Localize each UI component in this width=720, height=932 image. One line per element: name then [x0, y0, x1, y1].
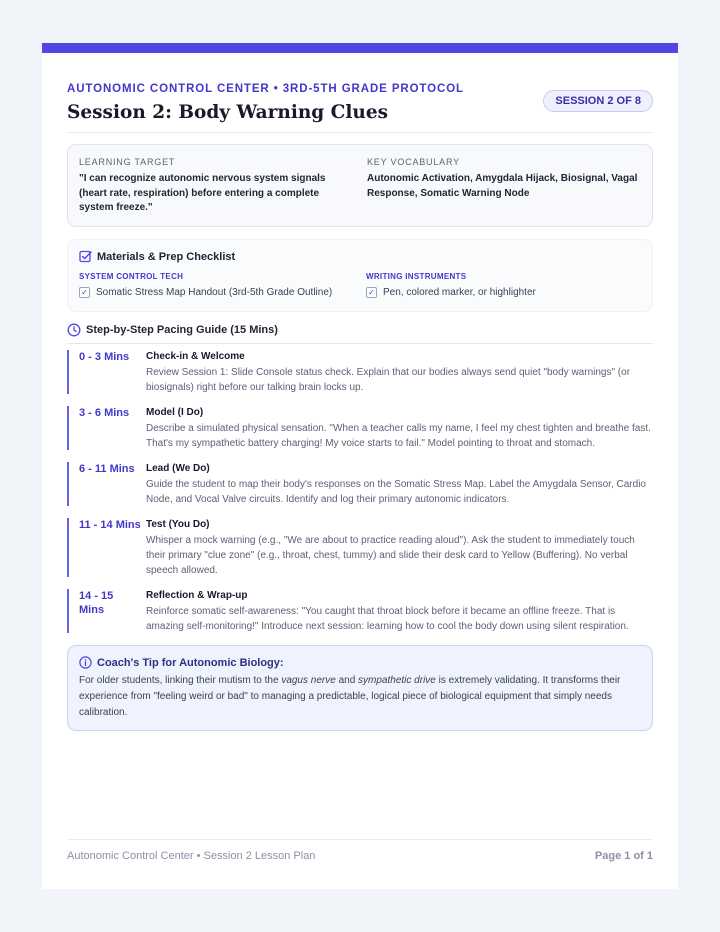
materials-group	[79, 272, 332, 298]
page-title: Session 2: Body Warning Clues	[67, 102, 389, 123]
pacing-header	[67, 323, 278, 337]
pacing-step	[67, 589, 653, 633]
step-time: 11 - 14 Mins	[79, 519, 141, 531]
tip-term-vagus: vagus nerve	[281, 675, 336, 686]
step-description: Guide the student to map their body's responses on the Somatic Stress Map. Label the Amygdala Sensor, Cardio Node, and Vocal Valve circuits. Identify and log their primary autonomic indicators.	[146, 479, 646, 505]
step-description: Reinforce somatic self-awareness: "You caught that throat block before it became an offline freeze. That is amazing self-monitoring!" Introduce next session: learning how to cool the body down using silent respiration.	[146, 606, 629, 632]
materials-item	[366, 287, 536, 298]
materials-header	[79, 250, 235, 263]
materials-category: WRITING INSTRUMENTS	[366, 272, 467, 281]
step-heading: Model (I Do)	[146, 407, 204, 418]
checkbox-checked[interactable]: ✓	[366, 287, 377, 298]
pacing-step	[67, 350, 653, 394]
materials-item-label: Pen, colored marker, or highlighter	[383, 287, 536, 298]
learning-target-column	[79, 157, 341, 216]
step-description: Whisper a mock warning (e.g., "We are about to practice reading aloud"). Ask the student to immediately touch their primary "clue zone" (e.g., throat, chest, tummy) and slide their desk card to Yellow (Buffering). No verbal speech allowed.	[146, 535, 635, 576]
coach-tip-text	[79, 673, 641, 721]
key-vocabulary-label: KEY VOCABULARY	[367, 157, 460, 167]
step-heading: Test (You Do)	[146, 519, 210, 530]
coach-tip-title: Coach's Tip for Autonomic Biology:	[97, 656, 284, 669]
step-time: 0 - 3 Mins	[79, 351, 130, 363]
protocol-eyebrow: AUTONOMIC CONTROL CENTER • 3RD-5TH GRADE PROTOCOL	[67, 83, 464, 95]
materials-title: Materials & Prep Checklist	[97, 250, 236, 263]
tip-text-part: For older students, linking their mutism to the	[79, 675, 282, 686]
learning-target-box	[67, 144, 653, 227]
learning-target-text: "I can recognize autonomic nervous system signals (heart rate, respiration) before entering a complete system freeze."	[79, 173, 326, 213]
clock-icon	[67, 323, 81, 337]
step-time: 3 - 6 Mins	[79, 407, 130, 419]
step-description: Describe a simulated physical sensation. "When a teacher calls my name, I feel my chest tighten and breathe fast. That's my sympathetic battery charging! My voice starts to fail." Model pointing to throat and stomach.	[146, 423, 651, 449]
footer-title: Autonomic Control Center • Session 2 Lesson Plan	[67, 850, 316, 862]
checkbox-checked[interactable]: ✓	[79, 287, 90, 298]
step-heading: Lead (We Do)	[146, 463, 210, 474]
pacing-step	[67, 462, 653, 506]
step-time: 14 - 15 Mins	[79, 590, 114, 616]
info-icon	[79, 656, 92, 669]
learning-target-label: LEARNING TARGET	[79, 157, 176, 167]
coach-tip-box	[67, 645, 653, 731]
key-vocabulary-text: Autonomic Activation, Amygdala Hijack, Biosignal, Vagal Response, Somatic Warning Node	[367, 173, 638, 199]
step-body	[146, 518, 654, 578]
materials-category: SYSTEM CONTROL TECH	[79, 272, 184, 281]
materials-group	[366, 272, 536, 298]
tip-term-sympathetic: sympathetic drive	[358, 675, 436, 686]
pacing-step	[67, 406, 653, 450]
tip-text-part: and	[335, 675, 359, 686]
step-description: Review Session 1: Slide Console status check. Explain that our bodies always send quiet "body warnings" (or biosignals) right before our talking brain locks up.	[146, 367, 631, 393]
key-vocabulary-column	[367, 157, 643, 201]
tip-text-part: is extremely validating. It transforms their experience from "feeling weird or bad" to managing a predictable, logical piece of biological equipment that simply needs calibration.	[79, 675, 621, 718]
step-time: 6 - 11 Mins	[79, 463, 135, 475]
step-body	[146, 406, 654, 451]
header-divider	[67, 132, 653, 133]
coach-tip-header	[79, 656, 284, 669]
step-body	[146, 589, 654, 634]
materials-item	[79, 287, 332, 298]
page-number: Page 1 of 1	[594, 850, 653, 862]
checklist-icon	[79, 250, 92, 263]
step-body	[146, 350, 654, 395]
step-heading: Check-in & Welcome	[146, 351, 245, 362]
session-badge: SESSION 2 OF 8	[543, 90, 653, 112]
top-accent-bar	[42, 43, 678, 53]
step-body	[146, 462, 654, 507]
materials-item-label: Somatic Stress Map Handout (3rd-5th Grade Outline)	[96, 287, 333, 298]
pacing-title: Step-by-Step Pacing Guide (15 Mins)	[86, 324, 278, 336]
pacing-divider	[67, 343, 653, 344]
lesson-plan-page	[42, 43, 678, 889]
pacing-step	[67, 518, 653, 577]
step-heading: Reflection & Wrap-up	[146, 590, 248, 601]
materials-checklist	[67, 239, 653, 312]
footer-divider	[67, 839, 653, 840]
